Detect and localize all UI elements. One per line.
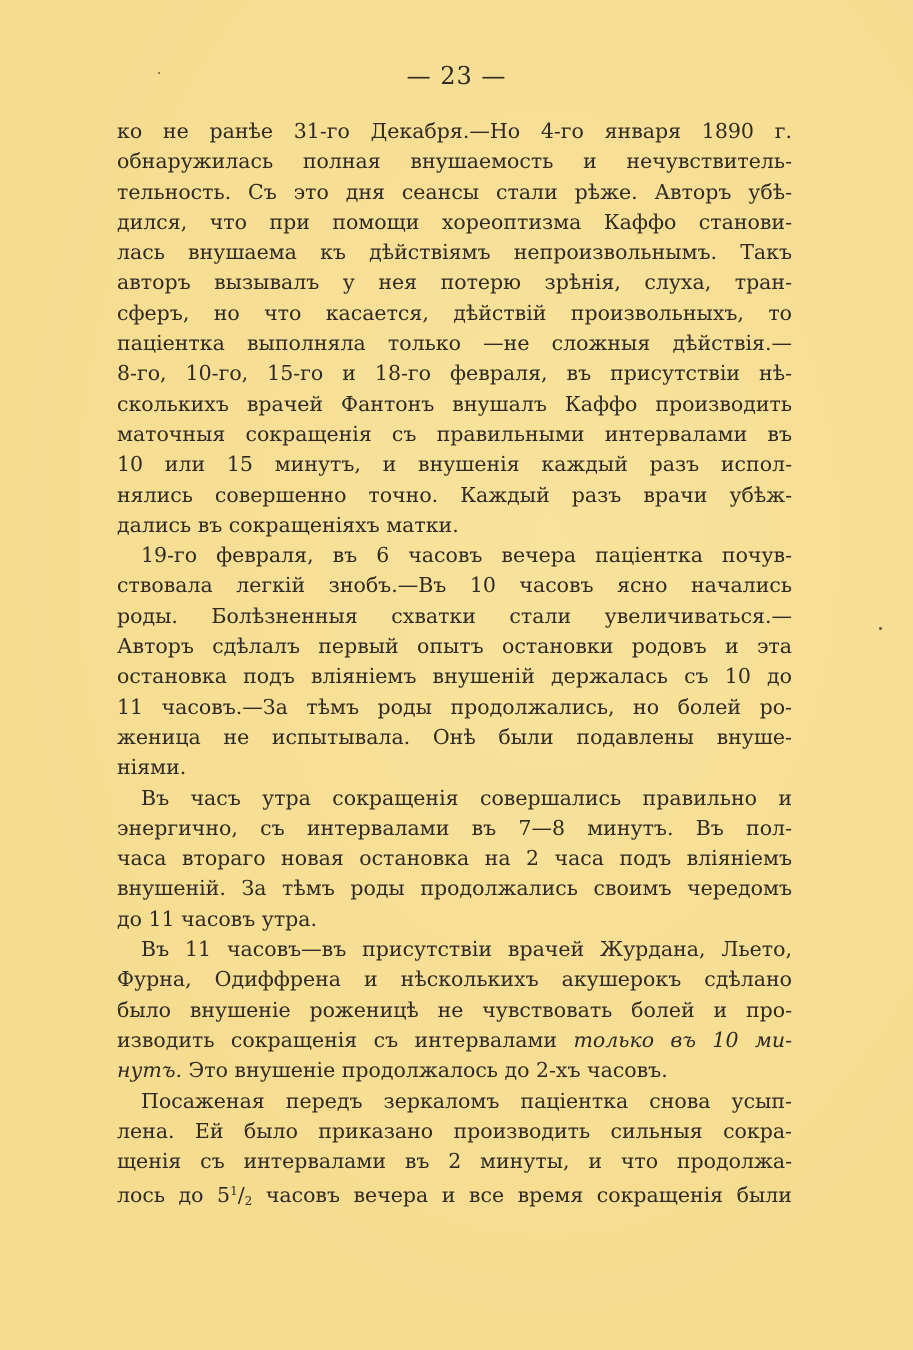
paper-speck: [879, 627, 882, 630]
text-line: женица не испытывала. Онѣ были подавлены внуше-: [117, 724, 792, 749]
text-line: ствовала легкій знобъ.—Въ 10 часовъ ясно начались: [117, 573, 792, 598]
text-line: тельность. Съ это дня сеансы стали рѣже. Авторъ убѣ-: [117, 179, 792, 204]
text-line: обнаружилась полная внушаемость и нечувствитель-: [117, 149, 792, 174]
text-line: 8-го, 10-го, 15-го и 18-го февраля, въ присутствіи нѣ-: [117, 361, 792, 386]
text-line: роды. Болѣзненныя схватки стали увеличиваться.—: [117, 603, 792, 628]
text-line: [117, 1025, 792, 1055]
text-line: 11 часовъ.—За тѣмъ роды продолжались, но болей ро-: [117, 694, 792, 719]
text-line: ко не ранѣе 31-го Декабря.—Но 4-го января 1890 г.: [117, 119, 792, 143]
fraction-whole: 5: [217, 1183, 231, 1208]
text-line: лена. Ей было приказано производить сильныя сокра-: [117, 1118, 792, 1143]
page-number: — 23 —: [406, 62, 507, 90]
text-line: сколькихъ врачей Фантонъ внушалъ Каффо производить: [117, 391, 792, 416]
text-line: 10 или 15 минутъ, и внушенія каждый разъ испол-: [117, 452, 792, 477]
text-line: было внушеніе роженицѣ не чувствовать болей и про-: [117, 997, 792, 1022]
text-line: энергично, съ интервалами въ 7—8 минутъ. Въ пол-: [117, 815, 792, 840]
text-line: Авторъ сдѣлалъ первый опытъ остановки родовъ и эта: [117, 634, 792, 659]
text-segment: Это внушеніе продолжалось до 2-хъ часовъ.: [188, 1058, 668, 1083]
italic-text: только въ 10 ми-: [573, 1027, 792, 1052]
text-line: авторъ вызывалъ у нея потерю зрѣнія, слуха, тран-: [117, 270, 792, 295]
text-line: Въ часъ утра сокращенія совершались правильно и: [141, 785, 792, 810]
text-line: внушеній. За тѣмъ роды продолжались своимъ чередомъ: [117, 876, 792, 901]
text-line: Въ 11 часовъ—въ присутствіи врачей Журдана, Льето,: [141, 937, 792, 962]
text-line: Посаженая передъ зеркаломъ паціентка снова усып-: [141, 1088, 792, 1113]
text-line: [117, 1176, 792, 1209]
text-line: [117, 1055, 792, 1085]
text-segment: изводить сокращенія съ интервалами: [117, 1027, 558, 1052]
text-segment: часовъ вечера и все время сокращенія были: [265, 1183, 792, 1208]
text-line: лась внушаема къ дѣйствіямъ непроизвольнымъ. Такъ: [117, 240, 792, 265]
paper-speck: [158, 72, 160, 74]
text-line: 19-го февраля, въ 6 часовъ вечера паціентка почув-: [141, 543, 792, 568]
text-line: нялись совершенно точно. Каждый разъ врачи убѣж-: [117, 482, 792, 507]
text-line: часа втораго новая остановка на 2 часа подъ вліяніемъ: [117, 846, 792, 871]
text-line: Фурна, Одиффрена и нѣсколькихъ акушерокъ сдѣлано: [117, 967, 792, 992]
fraction-denominator: 2: [244, 1194, 253, 1209]
italic-text: нутъ.: [117, 1058, 183, 1083]
text-line: дился, что при помощи хореоптизма Каффо станови-: [117, 209, 792, 234]
text-line: ніями.: [117, 755, 187, 780]
fraction-numerator: 1: [230, 1184, 238, 1199]
fraction: $5^1/_2$: [217, 1183, 253, 1209]
text-line: остановка подъ вліяніемъ внушеній держалась съ 10 до: [117, 664, 792, 689]
text-line: до 11 часовъ утра.: [117, 906, 318, 931]
text-segment: лось до: [117, 1183, 204, 1208]
text-line: маточныя сокращенія съ правильными интервалами въ: [117, 421, 792, 446]
body-text: [117, 116, 792, 1207]
text-line: паціентка выполняла только —не сложныя дѣйствія.—: [117, 331, 792, 356]
text-line: дались въ сокращеніяхъ матки.: [117, 512, 459, 537]
text-line: щенія съ интервалами въ 2 минуты, и что продолжа-: [117, 1149, 792, 1174]
text-line: сферъ, но что касается, дѣйствій произвольныхъ, то: [117, 300, 792, 325]
